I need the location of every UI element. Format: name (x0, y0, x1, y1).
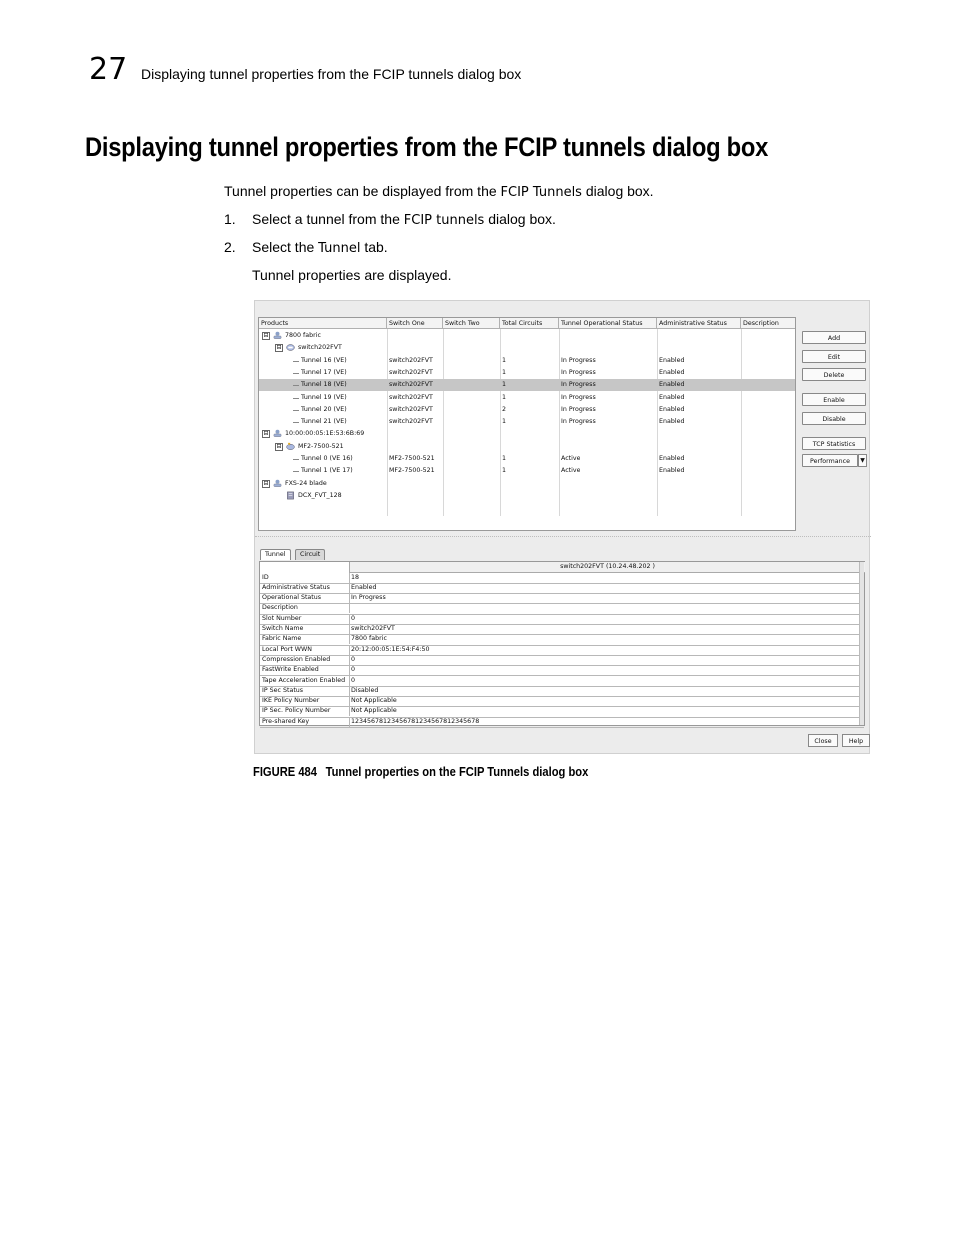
row-product-name: Tunnel 1 (VE 17) (301, 467, 353, 475)
column-header-description[interactable]: Description (741, 318, 796, 329)
step-number: 1. (224, 211, 236, 227)
enable-button[interactable]: Enable (802, 393, 866, 406)
property-value: 0 (351, 666, 356, 674)
tree-connector (293, 459, 299, 460)
table-row[interactable] (259, 416, 796, 428)
row-circuits: 1 (502, 455, 507, 462)
property-value: Not Applicable (351, 697, 397, 705)
row-admin-status: Enabled (659, 368, 685, 376)
row-product-name: FXS-24 blade (285, 479, 327, 487)
column-header-administrative-status[interactable]: Administrative Status (657, 318, 741, 329)
row-op-status: In Progress (561, 356, 596, 364)
edit-button[interactable]: Edit (802, 350, 866, 363)
row-op-status: Active (561, 455, 581, 462)
tab-tunnel[interactable]: Tunnel (260, 549, 291, 560)
row-product-name: DCX_FVT_128 (298, 491, 342, 499)
row-circuits: 2 (502, 405, 507, 413)
table-row[interactable] (259, 428, 796, 440)
splitter[interactable] (255, 536, 871, 537)
property-value: Enabled (351, 583, 377, 591)
page-heading: Displaying tunnel properties from the FCIP tunnels dialog box (85, 132, 769, 162)
tree-connector (293, 385, 299, 386)
property-key: Fabric Name (262, 635, 302, 643)
column-header-switch-one[interactable]: Switch One (387, 318, 443, 329)
row-switch-one: MF2-7500-521 (389, 455, 435, 462)
row-admin-status: Enabled (659, 418, 685, 426)
property-key: Administrative Status (262, 583, 330, 591)
fabric-icon (273, 479, 282, 488)
switch-icon (286, 343, 295, 352)
row-admin-status: Enabled (659, 405, 685, 413)
tree-connector (293, 398, 299, 399)
tree-connector (293, 410, 299, 411)
property-key: Local Port WWN (262, 645, 312, 653)
tree-expander-icon[interactable]: ⊟ (263, 479, 269, 487)
tree-connector (293, 361, 299, 362)
table-row[interactable] (259, 453, 796, 465)
fabric-icon (273, 429, 282, 438)
property-value: Disabled (351, 686, 379, 694)
table-row[interactable] (259, 490, 796, 502)
row-circuits: 1 (502, 393, 507, 401)
property-value: Not Applicable (351, 707, 397, 715)
row-op-status: In Progress (561, 381, 596, 389)
tree-connector (293, 422, 299, 423)
row-op-status: In Progress (561, 368, 596, 376)
row-circuits: 1 (502, 381, 507, 389)
row-circuits: 1 (502, 356, 507, 364)
delete-button[interactable]: Delete (802, 368, 866, 381)
products-table (258, 317, 796, 531)
tcp-statistics-button[interactable]: TCP Statistics (802, 437, 866, 450)
row-product-name: 10:00:00:05:1E:53:6B:69 (285, 430, 365, 438)
add-button[interactable]: Add (802, 331, 866, 344)
table-row[interactable] (259, 392, 796, 404)
row-product-name: Tunnel 18 (VE) (301, 381, 347, 389)
step-result: Tunnel properties are displayed. (252, 267, 452, 283)
performance-button[interactable]: Performance (802, 454, 858, 467)
property-value: 7800 fabric (351, 635, 387, 643)
tree-connector (293, 373, 299, 374)
column-header-total-circuits[interactable]: Total Circuits (500, 318, 559, 329)
property-key: FastWrite Enabled (262, 666, 319, 674)
column-header-switch-two[interactable]: Switch Two (443, 318, 500, 329)
row-product-name: Tunnel 0 (VE 16) (301, 455, 353, 462)
property-value: 20:12:00:05:1E:54:F4:50 (351, 645, 430, 653)
step-number: 2. (224, 239, 236, 255)
row-switch-one: switch202FVT (389, 368, 433, 376)
table-row[interactable] (259, 367, 796, 379)
help-button[interactable]: Help (842, 734, 870, 747)
ui-term: FCIP Tunnels (500, 185, 582, 200)
row-admin-status: Enabled (659, 393, 685, 401)
property-row[interactable] (260, 717, 864, 728)
table-row[interactable] (259, 342, 796, 354)
disable-button[interactable]: Disable (802, 412, 866, 425)
step-text: Select a tunnel from the FCIP tunnels dialog box. (252, 211, 556, 228)
tree-expander-icon[interactable]: ⊟ (263, 430, 269, 438)
ui-term: Tunnel (318, 241, 361, 256)
property-key: IP Sec Status (262, 686, 304, 694)
table-row[interactable] (259, 404, 796, 416)
property-value: 0 (351, 614, 356, 622)
table-row[interactable] (259, 330, 796, 342)
chassis-icon (286, 491, 295, 500)
chapter-number: 27 (89, 52, 128, 87)
chapter-title: Displaying tunnel properties from the FCIP tunnels dialog box (141, 66, 522, 82)
property-key: Switch Name (262, 625, 304, 632)
close-button[interactable]: Close (808, 734, 838, 747)
row-product-name: Tunnel 16 (VE) (301, 356, 347, 364)
properties-scrollbar[interactable] (859, 562, 864, 725)
row-product-name: MF2-7500-521 (298, 442, 344, 450)
row-switch-one: switch202FVT (389, 393, 433, 401)
row-product-name: 7800 fabric (285, 332, 321, 339)
property-value: 0 (351, 676, 356, 684)
row-circuits: 1 (502, 418, 507, 426)
row-product-name: switch202FVT (298, 344, 342, 352)
property-key: Compression Enabled (262, 655, 331, 663)
row-switch-one: switch202FVT (389, 356, 433, 364)
properties-title: switch202FVT (10.24.48.202 ) (349, 562, 865, 573)
row-switch-one: switch202FVT (389, 418, 433, 426)
property-value: In Progress (351, 594, 386, 602)
column-header-products[interactable]: Products (259, 318, 387, 329)
chevron-down-icon[interactable]: ▼ (858, 454, 867, 467)
row-circuits: 1 (502, 368, 507, 376)
property-value: 0 (351, 655, 356, 663)
table-row[interactable] (259, 478, 796, 490)
table-row[interactable] (259, 379, 796, 391)
row-product-name: Tunnel 20 (VE) (301, 405, 347, 413)
row-admin-status: Enabled (659, 467, 685, 475)
step-text: Select the Tunnel tab. (252, 239, 388, 256)
properties-table (259, 561, 865, 726)
property-value: switch202FVT (351, 625, 395, 632)
tree-expander-icon[interactable]: ⊟ (276, 344, 282, 352)
row-product-name: Tunnel 19 (VE) (301, 393, 347, 401)
switch-warning-icon (286, 442, 295, 451)
property-key: ID (262, 573, 269, 581)
property-key: Tape Acceleration Enabled (262, 676, 346, 684)
tree-expander-icon[interactable]: ⊟ (263, 332, 269, 339)
intro-paragraph: Tunnel properties can be displayed from the FCIP Tunnels dialog box. (224, 183, 654, 200)
property-value: 18 (351, 573, 360, 581)
row-product-name: Tunnel 21 (VE) (301, 418, 347, 426)
row-circuits: 1 (502, 467, 507, 475)
property-value: 12345678123456781234567812345678 (351, 717, 480, 725)
figure-caption (253, 764, 588, 779)
row-admin-status: Enabled (659, 381, 685, 389)
property-key: IKE Policy Number (262, 697, 320, 705)
property-key: Description (262, 604, 298, 612)
tab-circuit[interactable]: Circuit (295, 549, 325, 560)
row-switch-one: MF2-7500-521 (389, 467, 435, 475)
row-admin-status: Enabled (659, 455, 685, 462)
column-header-operational-status[interactable]: Tunnel Operational Status (559, 318, 657, 329)
property-key: Pre-shared Key (262, 717, 310, 725)
row-product-name: Tunnel 17 (VE) (301, 368, 347, 376)
property-value (349, 603, 351, 613)
row-switch-one: switch202FVT (389, 381, 433, 389)
row-op-status: Active (561, 467, 581, 475)
property-key: IP Sec. Policy Number (262, 707, 331, 715)
table-row[interactable] (259, 355, 796, 367)
tree-expander-icon[interactable]: ⊟ (276, 442, 282, 450)
tree-connector (293, 471, 299, 472)
row-switch-one: switch202FVT (389, 405, 433, 413)
row-admin-status: Enabled (659, 356, 685, 364)
fabric-icon (273, 331, 282, 340)
table-row[interactable] (259, 465, 796, 477)
figure-label: FIGURE 484 (253, 764, 318, 779)
property-key: Operational Status (262, 594, 322, 602)
row-op-status: In Progress (561, 393, 596, 401)
ui-term: FCIP tunnels (403, 213, 485, 228)
figure-caption-text: Tunnel properties on the FCIP Tunnels dialog box (325, 764, 589, 779)
property-key: Slot Number (262, 614, 302, 622)
row-op-status: In Progress (561, 418, 596, 426)
fcip-tunnels-dialog (254, 300, 870, 754)
row-op-status: In Progress (561, 405, 596, 413)
table-row[interactable] (259, 441, 796, 453)
